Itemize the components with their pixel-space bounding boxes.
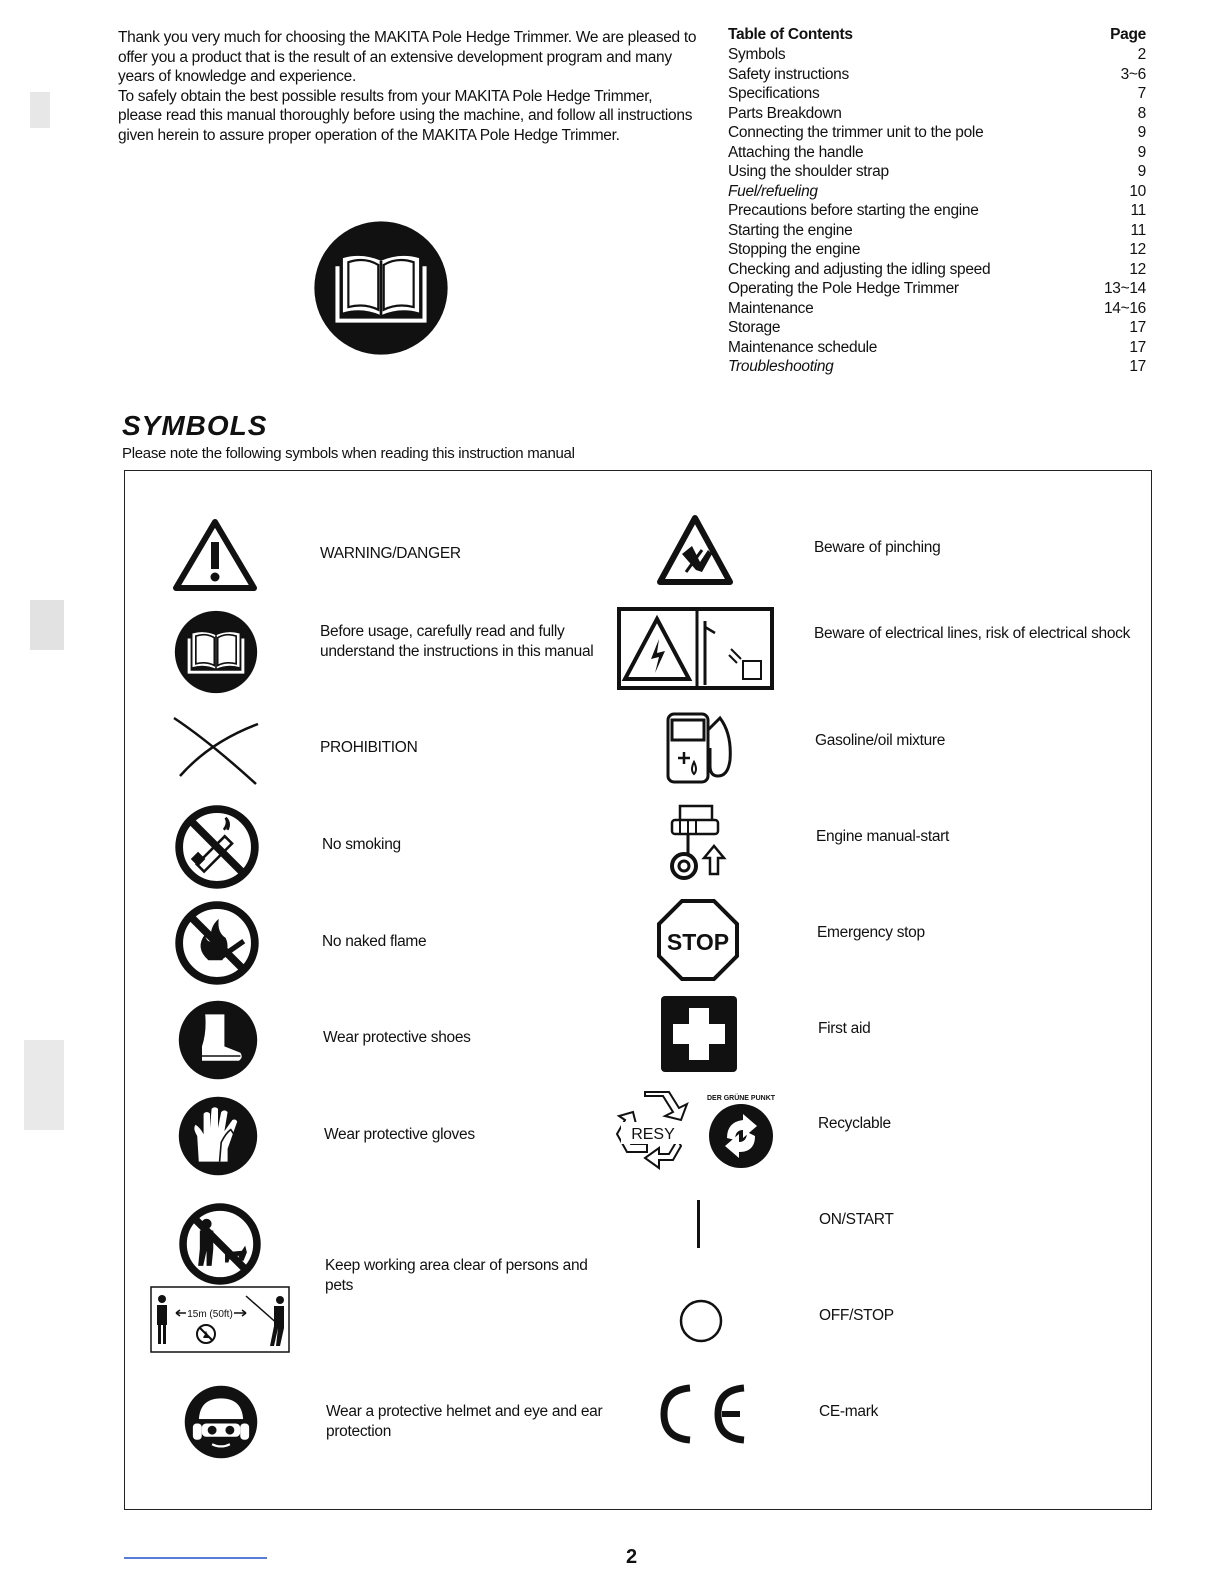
- recycle-icon: [615, 1086, 785, 1170]
- electrical-lines-icon: [617, 607, 774, 690]
- toc-row: [728, 338, 1146, 358]
- intro-paragraph-1: Thank you very much for choosing the MAKITA Pole Hedge Trimmer. We are pleased to offer you a product that is the result of an extensive development program and many years of knowledge and experience.: [118, 29, 697, 86]
- toc-title: Specifications: [728, 85, 820, 102]
- symbol-label: OFF/STOP: [819, 1307, 894, 1324]
- toc-page: 13~14: [1103, 280, 1146, 297]
- toc-title: Using the shoulder strap: [728, 163, 889, 180]
- toc-title: Attaching the handle: [728, 143, 864, 161]
- intro-text: [118, 28, 698, 146]
- toc-row: [728, 123, 1146, 143]
- toc-row: [728, 84, 1146, 104]
- symbol-label: Engine manual-start: [816, 828, 950, 845]
- toc-page: 11: [1130, 221, 1146, 239]
- keep-clear-icon: [150, 1286, 290, 1353]
- toc-title: Connecting the trimmer unit to the pole: [728, 124, 984, 141]
- no-flame-icon: [174, 900, 260, 986]
- toc-row: [728, 318, 1146, 338]
- toc-title: Stopping the engine: [728, 241, 861, 258]
- symbols-title: SYMBOLS: [122, 410, 268, 441]
- toc-heading: Table of Contents: [728, 26, 853, 43]
- symbol-label: Wear protective gloves: [324, 1126, 475, 1143]
- symbols-subtitle: Please note the following symbols when reading this instruction manual: [122, 445, 575, 462]
- symbol-label: Keep working area clear of persons and pets: [325, 1257, 588, 1294]
- symbol-label: WARNING/DANGER: [320, 545, 461, 562]
- toc-row: [728, 162, 1146, 182]
- symbol-label: CE-mark: [819, 1403, 879, 1420]
- svg-text:♟: ♟: [201, 1330, 211, 1340]
- toc-title: Fuel/refueling: [728, 182, 818, 200]
- toc-title: Precautions before starting the engine: [728, 202, 979, 219]
- read-manual-large-icon: [313, 220, 449, 356]
- toc-row: [728, 182, 1146, 202]
- helmet-icon: [184, 1384, 258, 1460]
- no-smoking-icon: [174, 804, 260, 890]
- toc-title: Checking and adjusting the idling speed: [728, 260, 991, 278]
- scan-speck: [30, 600, 64, 650]
- toc-row: [728, 357, 1146, 377]
- toc-page: 9: [1137, 124, 1146, 141]
- symbol-label: Beware of pinching: [814, 539, 941, 556]
- glove-icon: [178, 1096, 258, 1176]
- toc-page: 3~6: [1120, 65, 1146, 83]
- toc-page: 7: [1137, 85, 1146, 102]
- toc-page: 10: [1129, 182, 1146, 200]
- distance-label: 15m (50ft): [187, 1309, 233, 1320]
- symbol-label: Wear a protective helmet and eye and ear protection: [326, 1403, 603, 1440]
- symbol-label: No naked flame: [322, 933, 427, 950]
- toc-row: [728, 45, 1146, 65]
- toc-page: 2: [1137, 46, 1146, 63]
- toc-page: 17: [1129, 358, 1146, 375]
- symbol-label: Gasoline/oil mixture: [815, 732, 946, 749]
- stop-sign-icon: [656, 898, 740, 982]
- warning-triangle-icon: [172, 518, 258, 592]
- scan-speck: [30, 92, 50, 128]
- toc-row: [728, 279, 1146, 299]
- fuel-pump-icon: [664, 710, 738, 786]
- toc-page: 12: [1129, 241, 1146, 258]
- toc-row: [728, 240, 1146, 260]
- symbol-label: Before usage, carefully read and fully understand the instructions in this manual: [320, 623, 594, 660]
- toc-title: Operating the Pole Hedge Trimmer: [728, 280, 959, 297]
- scan-speck: [24, 1040, 64, 1130]
- green-dot-text: DER GRÜNE PUNKT: [706, 1095, 776, 1102]
- symbol-label: No smoking: [322, 836, 401, 853]
- pinching-warning-icon: [656, 514, 734, 586]
- symbol-label: Recyclable: [818, 1115, 891, 1132]
- symbol-label: Wear protective shoes: [323, 1029, 471, 1046]
- first-aid-icon: [661, 996, 737, 1072]
- symbol-label: ON/START: [819, 1211, 894, 1228]
- resy-text: RESY: [631, 1126, 675, 1143]
- toc-row: [728, 104, 1146, 124]
- page-number: 2: [626, 1546, 638, 1568]
- toc-row: [728, 260, 1146, 280]
- manual-start-icon: [668, 802, 732, 882]
- toc-title: Troubleshooting: [728, 358, 834, 375]
- symbol-label: Beware of electrical lines, risk of electrical shock: [814, 625, 1131, 642]
- toc-title: Parts Breakdown: [728, 104, 842, 122]
- on-line-icon: [696, 1200, 702, 1248]
- toc-row: [728, 65, 1146, 85]
- boot-icon: [178, 1000, 258, 1080]
- toc-page: 17: [1129, 319, 1146, 336]
- table-of-contents: [728, 25, 1146, 377]
- ce-mark-icon: [656, 1380, 752, 1448]
- toc-row: [728, 299, 1146, 319]
- intro-paragraph-2: To safely obtain the best possible results from your MAKITA Pole Hedge Trimmer, please read this manual thoroughly before using the machine, and follow all instructions given herein to assure proper operation of the MAKITA Pole Hedge Trimmer.: [118, 87, 693, 144]
- toc-page: 9: [1137, 143, 1146, 161]
- toc-page-heading: Page: [1110, 26, 1146, 43]
- toc-title: Symbols: [728, 46, 786, 63]
- toc-title: Safety instructions: [728, 65, 849, 83]
- symbol-label: Emergency stop: [817, 924, 925, 941]
- toc-row: [728, 143, 1146, 163]
- symbol-label: First aid: [818, 1020, 871, 1037]
- toc-row: [728, 221, 1146, 241]
- toc-title: Starting the engine: [728, 221, 853, 239]
- toc-title: Maintenance schedule: [728, 338, 878, 356]
- toc-page: 12: [1129, 260, 1146, 278]
- read-manual-icon: [174, 610, 258, 694]
- stop-sign-text: STOP: [666, 929, 730, 955]
- toc-title: Storage: [728, 319, 781, 336]
- toc-header: [728, 25, 1146, 45]
- toc-page: 11: [1130, 202, 1146, 219]
- toc-page: 9: [1137, 163, 1146, 180]
- prohibition-cross-icon: [170, 712, 260, 788]
- off-circle-icon: [678, 1298, 724, 1344]
- toc-page: 14~16: [1103, 299, 1146, 317]
- symbol-label: PROHIBITION: [320, 739, 418, 756]
- toc-page: 8: [1137, 104, 1146, 122]
- toc-page: 17: [1129, 338, 1146, 356]
- toc-row: [728, 201, 1146, 221]
- toc-title: Maintenance: [728, 299, 814, 317]
- no-persons-icon: [178, 1202, 262, 1286]
- bottom-line: [124, 1557, 267, 1559]
